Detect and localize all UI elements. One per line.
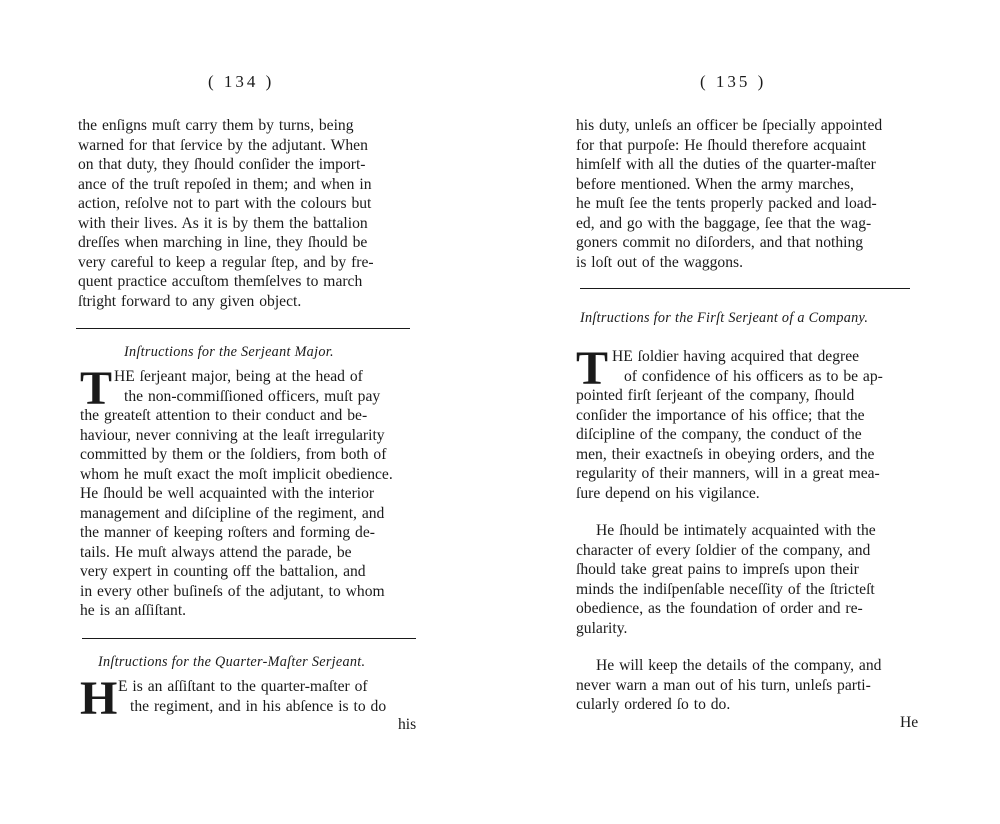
text-line: ſtright forward to any given object. bbox=[78, 292, 302, 310]
text-line: HE ſoldier having acquired that degree bbox=[612, 348, 860, 365]
text-line: his duty, unleſs an officer be ſpecially appointed bbox=[576, 117, 883, 134]
text-line: ed, and go with the baggage, ſee that the wag- bbox=[576, 214, 872, 232]
text-line: the regiment, and in his abſence is to do bbox=[130, 697, 387, 715]
text-line: whom he muſt exact the moſt implicit obedience. bbox=[80, 465, 393, 483]
text-line: committed by them or the ſoldiers, from both of bbox=[80, 446, 387, 463]
text-line: very expert in counting off the battalion, and bbox=[80, 563, 366, 580]
text-line: for that purpoſe: He ſhould therefore acquaint bbox=[576, 136, 867, 154]
section-divider bbox=[82, 638, 416, 639]
text-line: warned for that ſervice by the adjutant. When bbox=[78, 136, 368, 154]
text-line: never warn a man out of his turn, unleſs parti- bbox=[576, 676, 871, 694]
text-line: goners commit no diſorders, and that nothing bbox=[576, 234, 864, 251]
text-line: men, their exactneſs in obeying orders, and the bbox=[576, 445, 875, 463]
text-line: pointed firſt ſerjeant of the company, ſhould bbox=[576, 387, 855, 404]
text-line: management and diſcipline of the regiment, and bbox=[80, 504, 385, 522]
section-heading: Inſtructions for the Firſt Serjeant of a Company. bbox=[580, 310, 869, 326]
page-number: ( 134 ) bbox=[208, 72, 275, 91]
text-line: character of every ſoldier of the company, and bbox=[576, 541, 871, 559]
drop-cap: T bbox=[80, 362, 113, 415]
text-line: tails. He muſt always attend the parade, be bbox=[80, 543, 352, 561]
section-heading: Inſtructions for the Quarter-Maſter Serjeant. bbox=[98, 654, 366, 670]
text-line: haviour, never conniving at the leaſt irregularity bbox=[80, 426, 385, 444]
text-line: diſcipline of the company, the conduct of the bbox=[576, 426, 862, 443]
text-line: with their lives. As it is by them the battalion bbox=[78, 214, 368, 232]
text-line: minds the indiſpenſable neceſſity of the ſtricteſt bbox=[576, 580, 875, 598]
section-divider bbox=[580, 288, 910, 289]
text-line: ſhould take great pains to impreſs upon their bbox=[576, 561, 859, 578]
text-line: of confidence of his officers as to be ap- bbox=[624, 367, 883, 385]
text-line: gularity. bbox=[576, 619, 628, 637]
text-line: He ſhould be well acquainted with the interior bbox=[80, 485, 375, 502]
text-line: He will keep the details of the company, and bbox=[596, 657, 882, 674]
text-line: ſure depend on his vigilance. bbox=[576, 484, 760, 502]
text-line: the non-commiſſioned officers, muſt pay bbox=[124, 387, 381, 405]
catchword: his bbox=[398, 716, 417, 733]
text-line: the enſigns muſt carry them by turns, being bbox=[78, 117, 354, 134]
text-line: he is an aſſiſtant. bbox=[80, 602, 187, 619]
catchword: He bbox=[900, 714, 919, 731]
section-divider bbox=[76, 328, 410, 329]
text-line: very careful to keep a regular ſtep, and by fre- bbox=[78, 253, 374, 271]
text-line: before mentioned. When the army marches, bbox=[576, 175, 854, 193]
text-line: the manner of keeping roſters and forming de- bbox=[80, 524, 375, 541]
text-line: ance of the truſt repoſed in them; and when in bbox=[78, 175, 372, 193]
text-line: cularly ordered ſo to do. bbox=[576, 696, 731, 713]
drop-cap: T bbox=[576, 342, 609, 395]
text-line: action, reſolve not to part with the colours but bbox=[78, 195, 372, 212]
text-line: HE ſerjeant major, being at the head of bbox=[114, 368, 363, 385]
text-line: dreſſes when marching in line, they ſhould be bbox=[78, 234, 368, 251]
text-line: the greateſt attention to their conduct and be- bbox=[80, 407, 368, 424]
text-line: is loſt out of the waggons. bbox=[576, 253, 743, 271]
text-line: he muſt ſee the tents properly packed and load- bbox=[576, 195, 877, 212]
right-page bbox=[500, 0, 1000, 824]
section-heading: Inſtructions for the Serjeant Major. bbox=[124, 344, 334, 360]
text-line: on that duty, they ſhould conſider the import- bbox=[78, 156, 366, 173]
text-line: obedience, as the foundation of order and re- bbox=[576, 600, 863, 617]
text-line: quent practice accuſtom themſelves to march bbox=[78, 273, 363, 290]
text-line: in every other buſineſs of the adjutant, to whom bbox=[80, 582, 385, 600]
text-line: E is an aſſiſtant to the quarter-maſter of bbox=[118, 678, 368, 695]
page-number: ( 135 ) bbox=[700, 72, 767, 91]
text-line: regularity of their manners, will in a great mea- bbox=[576, 465, 880, 482]
text-line: conſider the importance of his office; that the bbox=[576, 406, 865, 424]
text-line: himſelf with all the duties of the quarter-maſter bbox=[576, 156, 876, 173]
text-line: He ſhould be intimately acquainted with the bbox=[596, 522, 876, 539]
drop-cap: H bbox=[80, 672, 118, 725]
